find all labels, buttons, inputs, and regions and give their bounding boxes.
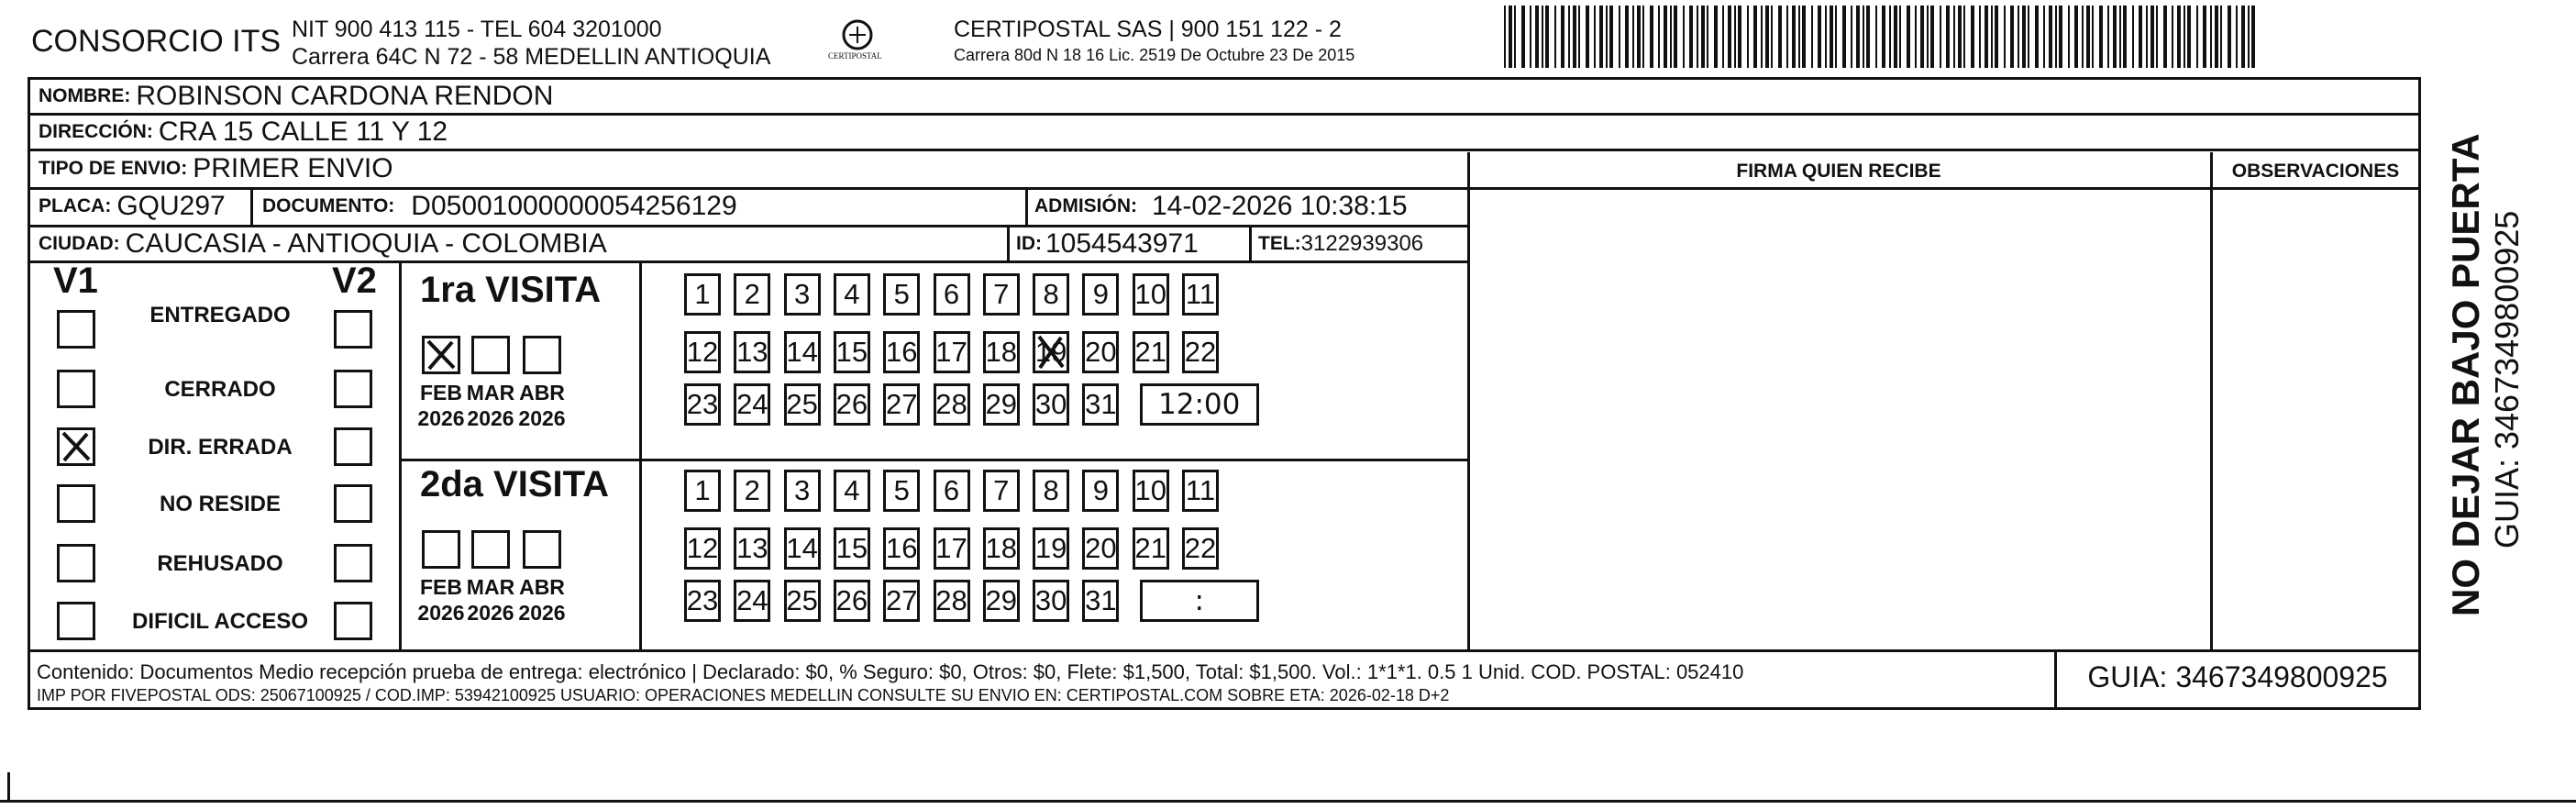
barcode-bar [1599,6,1603,68]
check-mark-icon [425,338,458,371]
barcode-bar [2010,6,2014,68]
barcode-bar [1940,6,1941,68]
day-box[interactable]: 25 [784,383,821,426]
barcode-bar [2004,6,2006,68]
month-checkbox[interactable] [523,530,561,569]
barcode-bar [1995,6,1998,68]
barcode-bar [2236,6,2238,68]
company-nit-tel: NIT 900 413 115 - TEL 604 3201000 [292,17,662,42]
direccion-label: DIRECCIÓN: [39,121,153,142]
day-box[interactable]: 17 [934,331,970,373]
barcode-bar [2203,6,2206,68]
barcode-bar [2059,6,2062,68]
barcode-bar [1586,6,1589,68]
day-box[interactable]: 16 [883,331,920,373]
barcode-bar [1707,6,1708,68]
month-label [510,380,574,431]
barcode-bar [1866,6,1870,68]
barcode-bar [2220,6,2222,68]
barcode-bar [1674,6,1677,68]
side-warning-text: NO DEJAR BAJO PUERTA [2444,133,2487,616]
day-box[interactable]: 20 [1082,331,1119,373]
month-year: 2026 [518,406,566,430]
month-name: FEB [420,381,462,404]
barcode-bar [2228,6,2231,68]
barcode-bar [1738,6,1741,68]
barcode-bar [1734,6,1736,68]
status-label: DIR. ERRADA [148,435,293,460]
barcode-bar [1786,6,1788,68]
barcode-bar [1535,6,1539,68]
day-box[interactable]: 14 [784,331,821,373]
barcode-bar [2210,6,2212,68]
barcode-bar [1963,6,1965,68]
barcode-bar [1851,6,1852,68]
barcode-bar [1542,6,1543,68]
barcode-bar [1625,6,1629,68]
barcode-bar [1683,6,1685,68]
day-box[interactable]: 11 [1182,273,1219,316]
day-box[interactable]: 22 [1182,527,1219,570]
observaciones-header: OBSERVACIONES [2231,161,2400,182]
direccion-row [33,116,2421,149]
day-box[interactable]: 28 [934,580,970,622]
barcode-bar [1953,6,1955,68]
barcode-bar [2215,6,2218,68]
carrier-address: Carrera 80d N 18 16 Lic. 2519 De Octubre 23 De 2015 [954,46,1355,64]
barcode-bar [1642,6,1644,68]
day-box[interactable]: 29 [983,580,1020,622]
barcode-bar [1578,6,1580,68]
barcode-bar [1811,6,1813,68]
barcode-bar [1509,6,1512,68]
ciudad-row [33,227,1005,260]
barcode-bar [1701,6,1705,68]
barcode-bar [1802,6,1806,68]
barcode-bar [1771,6,1773,68]
day-box[interactable]: 2 [734,470,770,512]
v2-checkbox[interactable] [334,484,372,523]
day-box[interactable]: 24 [734,580,770,622]
month-name: FEB [420,575,462,599]
v1-label: V1 [53,260,98,301]
barcode-bar [1514,6,1516,68]
barcode-bar [1920,6,1924,68]
ciudad-label: CIUDAD: [39,233,120,254]
tipo-label: TIPO DE ENVIO: [39,158,188,179]
barcode-bar [2123,6,2127,68]
day-box[interactable]: 27 [883,580,920,622]
v1-checkbox[interactable] [57,310,95,349]
barcode-bar [2119,6,2121,68]
barcode-bar [2055,6,2057,68]
month-checkbox[interactable] [523,336,561,374]
id-row [1011,227,1251,260]
barcode-bar [2248,6,2250,68]
month-name: MAR [466,575,515,599]
day-box[interactable]: 20 [1082,527,1119,570]
barcode-bar [2184,6,2185,68]
month-name: ABR [519,381,565,404]
barcode-bar [1856,6,1860,68]
barcode-bar [1899,6,1901,68]
barcode-bar [1619,6,1620,68]
day-box[interactable]: 11 [1182,470,1219,512]
barcode-bar [2049,6,2052,68]
day-box[interactable]: 13 [734,331,770,373]
barcode-bar [2082,6,2084,68]
id-value: 1054543971 [1045,228,1199,259]
first-visit-title: 1ra VISITA [420,270,602,310]
nombre-row [33,80,2421,113]
day-box[interactable]: 2 [734,273,770,316]
carrier-name: CERTIPOSTAL SAS | 900 151 122 - 2 [954,17,1342,42]
month-name: ABR [519,575,565,599]
barcode-bar [1530,6,1531,68]
day-box[interactable]: 27 [883,383,920,426]
day-box[interactable]: 17 [934,527,970,570]
day-box[interactable]: 15 [834,527,870,570]
time-box[interactable]: 12:00 [1140,383,1259,426]
barcode-bar [2196,6,2198,68]
tipo-row [33,152,1464,185]
day-box[interactable]: 4 [834,273,870,316]
month-checkbox[interactable] [422,336,460,374]
status-label: DIFICIL ACCESO [131,609,308,634]
day-box[interactable]: 21 [1133,527,1169,570]
barcode-bar [1554,6,1556,68]
v2-checkbox[interactable] [334,544,372,582]
day-box[interactable]: 8 [1033,470,1069,512]
v2-checkbox[interactable] [334,370,372,408]
barcode-bar [1561,6,1564,68]
day-box[interactable]: 6 [934,273,970,316]
barcode-bar [1915,6,1917,68]
day-box[interactable]: 12 [684,331,721,373]
day-box[interactable]: 5 [883,273,920,316]
barcode-bar [1609,6,1613,68]
day-box[interactable]: 29 [983,383,1020,426]
certipostal-logo [830,17,885,68]
day-box[interactable]: 23 [684,580,721,622]
day-box[interactable]: 3 [784,273,821,316]
barcode-bar [1722,6,1724,68]
barcode-bar [1753,6,1757,68]
company-name: CONSORCIO ITS [31,24,282,59]
day-box[interactable]: 7 [983,470,1020,512]
day-box[interactable]: 22 [1182,331,1219,373]
day-box[interactable]: 28 [934,383,970,426]
day-box[interactable]: 8 [1033,273,1069,316]
barcode-bar [1728,6,1731,68]
documento-value: D05001000000054256129 [411,191,737,221]
tel-row [1253,227,1469,260]
day-box[interactable]: 16 [883,527,920,570]
v1-checkbox[interactable] [57,427,95,466]
barcode-bar [1606,6,1608,68]
day-box[interactable]: 31 [1082,383,1119,426]
barcode-bar [1761,6,1763,68]
month-name: MAR [466,381,515,404]
barcode-bar [1830,6,1833,68]
barcode-bar [1747,6,1749,68]
day-box[interactable]: 6 [934,470,970,512]
barcode-bar [2068,6,2070,68]
day-box[interactable]: 31 [1082,580,1119,622]
barcode-bar [2146,6,2148,68]
barcode-bar [1637,6,1641,68]
barcode-bar [1697,6,1698,68]
v1-checkbox[interactable] [57,602,95,640]
day-box[interactable]: 9 [1082,470,1119,512]
month-year: 2026 [518,601,566,625]
barcode-bar [1985,6,1988,68]
barcode-bar [1689,6,1693,68]
barcode-bar [1670,6,1672,68]
barcode-bar [1798,6,1800,68]
admision-label: ADMISIÓN: [1034,195,1137,216]
direccion-value: CRA 15 CALLE 11 Y 12 [158,116,448,147]
barcode-bar [1971,6,1974,68]
tipo-value: PRIMER ENVIO [193,153,393,183]
documento-label: DOCUMENTO: [262,195,395,216]
day-box[interactable]: 15 [834,331,870,373]
barcode-bar [1658,6,1660,68]
barcode-bar [2086,6,2090,68]
day-box[interactable]: 4 [834,470,870,512]
tel-label: TEL: [1258,233,1301,254]
barcode-bar [2251,6,2255,68]
barcode-bar [1958,6,1962,68]
barcode-bar [1632,6,1634,68]
barcode-bar [2187,6,2191,68]
status-label: NO RESIDE [159,492,282,516]
v2-checkbox[interactable] [334,310,372,349]
day-box[interactable]: 1 [684,273,721,316]
barcode-bar [2139,6,2142,68]
day-box[interactable]: 23 [684,383,721,426]
admision-row [1029,190,1469,223]
footer-imp: IMP POR FIVEPOSTAL ODS: 25067100925 / COD.IMP: 53942100925 USUARIO: OPERACIONES MEDELLIN CONSULTE SU ENVIO EN: CERTIPOSTAL.COM SOBRE ETA: 2026-02-18 D+2 [37,686,1450,704]
month-year: 2026 [467,601,514,625]
month-checkbox[interactable] [471,530,510,569]
day-box[interactable]: 5 [883,470,920,512]
day-box[interactable]: 24 [734,383,770,426]
day-box[interactable]: 1 [684,470,721,512]
status-label: ENTREGADO [149,303,291,327]
day-box[interactable]: 26 [834,580,870,622]
barcode-bar [1818,6,1821,68]
barcode-bar [1568,6,1570,68]
check-mark-icon [60,430,93,463]
ciudad-value: CAUCASIA - ANTIOQUIA - COLOMBIA [125,228,607,259]
day-box[interactable]: 18 [983,331,1020,373]
side-guia-text: GUIA: 3467349800925 [2488,210,2526,549]
day-box[interactable]: 30 [1033,580,1069,622]
company-address: Carrera 64C N 72 - 58 MEDELLIN ANTIOQUIA [292,44,771,70]
month-checkbox[interactable] [471,336,510,374]
month-year: 2026 [417,601,465,625]
side-guia [2488,163,2525,549]
barcode-bar [1664,6,1667,68]
day-box[interactable]: 10 [1133,273,1169,316]
barcode-bar [1650,6,1653,68]
firma-header: FIRMA QUIEN RECIBE [1736,161,1941,182]
barcode-bar [1778,6,1782,68]
v1-checkbox[interactable] [57,544,95,582]
day-box[interactable]: 7 [983,273,1020,316]
barcode-bar [2092,6,2094,68]
barcode-bar [1504,6,1506,68]
month-checkbox[interactable] [422,530,460,569]
barcode-bar [1842,6,1846,68]
status-label: REHUSADO [157,551,283,576]
barcode-bar [2163,6,2167,68]
barcode-bar [1882,6,1885,68]
barcode-bar [2156,6,2158,68]
barcode-bar [1835,6,1837,68]
barcode-bar [2113,6,2117,68]
admision-value: 14-02-2026 10:38:15 [1152,191,1408,221]
barcode-bar [2028,6,2029,68]
day-box[interactable]: 12 [684,527,721,570]
barcode-bar [1792,6,1796,68]
bottom-corner [7,772,10,802]
barcode-bar [2074,6,2078,68]
barcode-bar [1714,6,1718,68]
nombre-value: ROBINSON CARDONA RENDON [136,81,554,111]
barcode-bar [1521,6,1525,68]
barcode-bar [1930,6,1934,68]
documento-row [257,190,1027,223]
placa-label: PLACA: [39,195,112,216]
day-box[interactable]: 19 [1033,331,1069,373]
footer-contenido: Contenido: Documentos Medio recepción prueba de entrega: electrónico | Declarado: $0, % Seguro: $0, Otros: $0, Flete: $1,500, Total: $1,500. Vol.: 1*1*1. 0.5 1 Unid. COD. POSTAL: 052410 [37,660,1744,683]
barcode-bar [2099,6,2103,68]
barcode-bar [1979,6,1981,68]
barcode-bar [1573,6,1576,68]
barcode-bar [1991,6,1993,68]
month-year: 2026 [467,406,514,430]
day-box[interactable]: 21 [1133,331,1169,373]
time-box[interactable]: : [1140,580,1259,622]
status-label: CERRADO [164,377,276,402]
day-box[interactable]: 30 [1033,383,1069,426]
v2-checkbox[interactable] [334,427,372,466]
tel-value: 3122939306 [1300,231,1424,256]
barcode-bar [2177,6,2181,68]
header [0,0,2576,77]
barcode-bar [1863,6,1864,68]
check-mark-icon [1035,334,1067,371]
day-box[interactable]: 9 [1082,273,1119,316]
barcode-bar [1889,6,1891,68]
second-visit-title: 2da VISITA [420,464,609,504]
firma-signature-area[interactable] [1470,190,2208,650]
barcode-bar [1545,6,1549,68]
barcode-bar [2172,6,2173,68]
barcode-bar [1825,6,1827,68]
day-box[interactable]: 25 [784,580,821,622]
month-label [510,574,574,626]
footer-guia: GUIA: 3467349800925 [2087,660,2388,693]
observaciones-area[interactable] [2213,190,2419,650]
day-box[interactable]: 13 [734,527,770,570]
barcode-bar [1594,6,1596,68]
barcode-bar [1946,6,1950,68]
day-box[interactable]: 14 [784,527,821,570]
day-box[interactable]: 19 [1033,527,1069,570]
barcode-bar [2043,6,2045,68]
id-label: ID: [1016,233,1042,254]
month-year: 2026 [417,406,465,430]
side-warning [2444,103,2486,616]
barcode-bar [1927,6,1929,68]
day-box[interactable]: 26 [834,383,870,426]
day-box[interactable]: 18 [983,527,1020,570]
bottom-rule [0,800,2576,803]
barcode-bar [2035,6,2039,68]
nombre-label: NOMBRE: [39,85,131,106]
barcode-bar [2107,6,2109,68]
logo-text: CERTIPOSTAL [828,51,882,61]
barcode-bar [2022,6,2026,68]
v1-checkbox[interactable] [57,370,95,408]
barcode-bar [1894,6,1897,68]
barcode-bar [2132,6,2134,68]
barcode-bar [1875,6,1877,68]
placa-value: GQU297 [116,191,226,221]
day-box[interactable]: 3 [784,470,821,512]
v1-checkbox[interactable] [57,484,95,523]
barcode-bar [1765,6,1769,68]
barcode-bar [1907,6,1910,68]
barcode-bar [2150,6,2154,68]
barcode-bar [2018,6,2019,68]
day-box[interactable]: 10 [1133,470,1169,512]
v2-label: V2 [332,260,377,301]
barcode [1504,6,2254,68]
v2-checkbox[interactable] [334,602,372,640]
barcode-bar [2241,6,2245,68]
